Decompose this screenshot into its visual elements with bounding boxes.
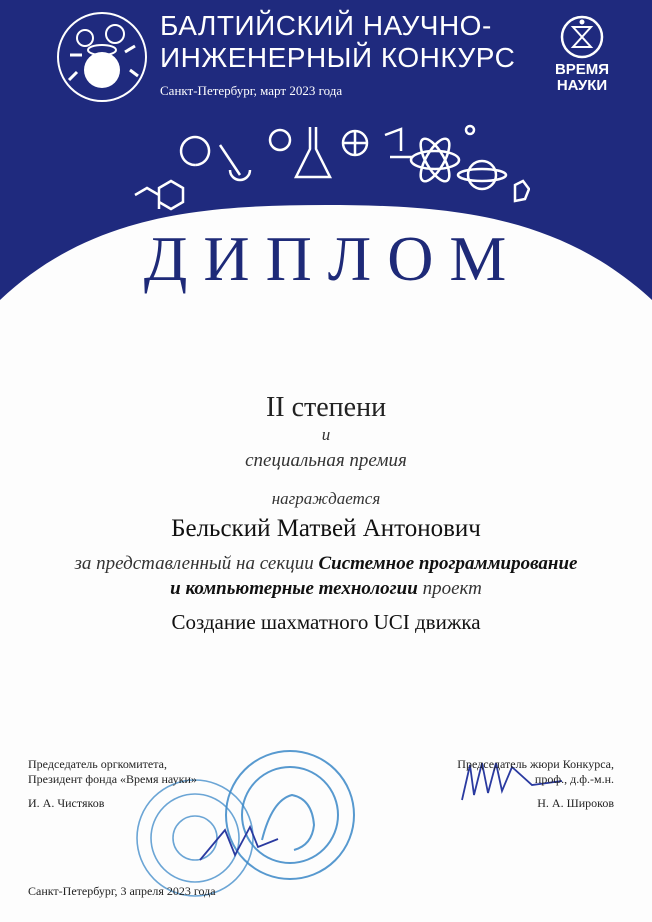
place-and-date: Санкт-Петербург, 3 апреля 2023 года	[28, 884, 216, 898]
vremya-nauki-logo-icon	[558, 14, 606, 60]
right-signatory-name: Н. А. Широков	[537, 796, 614, 810]
left-role-line2: Президент фонда «Время науки»	[28, 772, 197, 786]
vremya-nauki-logo-text: ВРЕМЯ НАУКИ	[554, 61, 610, 94]
right-role-line2: проф., д.ф.-м.н.	[534, 772, 614, 786]
right-role-line1: Председатель жюри Конкурса,	[457, 757, 614, 771]
conjunction-text: и	[321, 425, 331, 444]
section-name-part2: и компьютерные технологии	[170, 578, 418, 599]
left-signature	[200, 827, 278, 860]
round-seal-stamp	[226, 751, 354, 879]
contest-title-line1: БАЛТИЙСКИЙ НАУЧНО-	[160, 10, 492, 41]
reason-line-2	[0, 578, 652, 600]
left-signatory-name: И. А. Чистяков	[28, 796, 105, 810]
awarded-text: награждается	[271, 489, 381, 508]
reason-prefix: за представленный на секции	[74, 553, 314, 574]
left-role-line1: Председатель оргкомитета,	[28, 757, 167, 771]
contest-title-line2: ИНЖЕНЕРНЫЙ КОНКУРС	[160, 42, 516, 73]
right-signatory-role	[457, 757, 614, 787]
special-prize-text: специальная премия	[245, 450, 407, 471]
science-doodles-icon	[120, 115, 530, 215]
science-emblem-icon	[55, 10, 150, 105]
project-title: Создание шахматного UCI движка	[171, 610, 481, 634]
section-name-part1: Системное программирование	[318, 553, 578, 574]
contest-subtitle: Санкт-Петербург, март 2023 года	[160, 83, 343, 98]
recipient-name: Бельский Матвей Антонович	[171, 515, 481, 542]
reason-suffix: проект	[422, 578, 482, 599]
reason-line-1	[0, 553, 652, 575]
left-signatory-role	[28, 757, 197, 787]
award-degree: II степени	[265, 392, 387, 423]
diploma-title: ДИПЛОМ	[143, 223, 523, 294]
contest-title	[160, 10, 540, 74]
organization-stamp	[137, 780, 253, 896]
